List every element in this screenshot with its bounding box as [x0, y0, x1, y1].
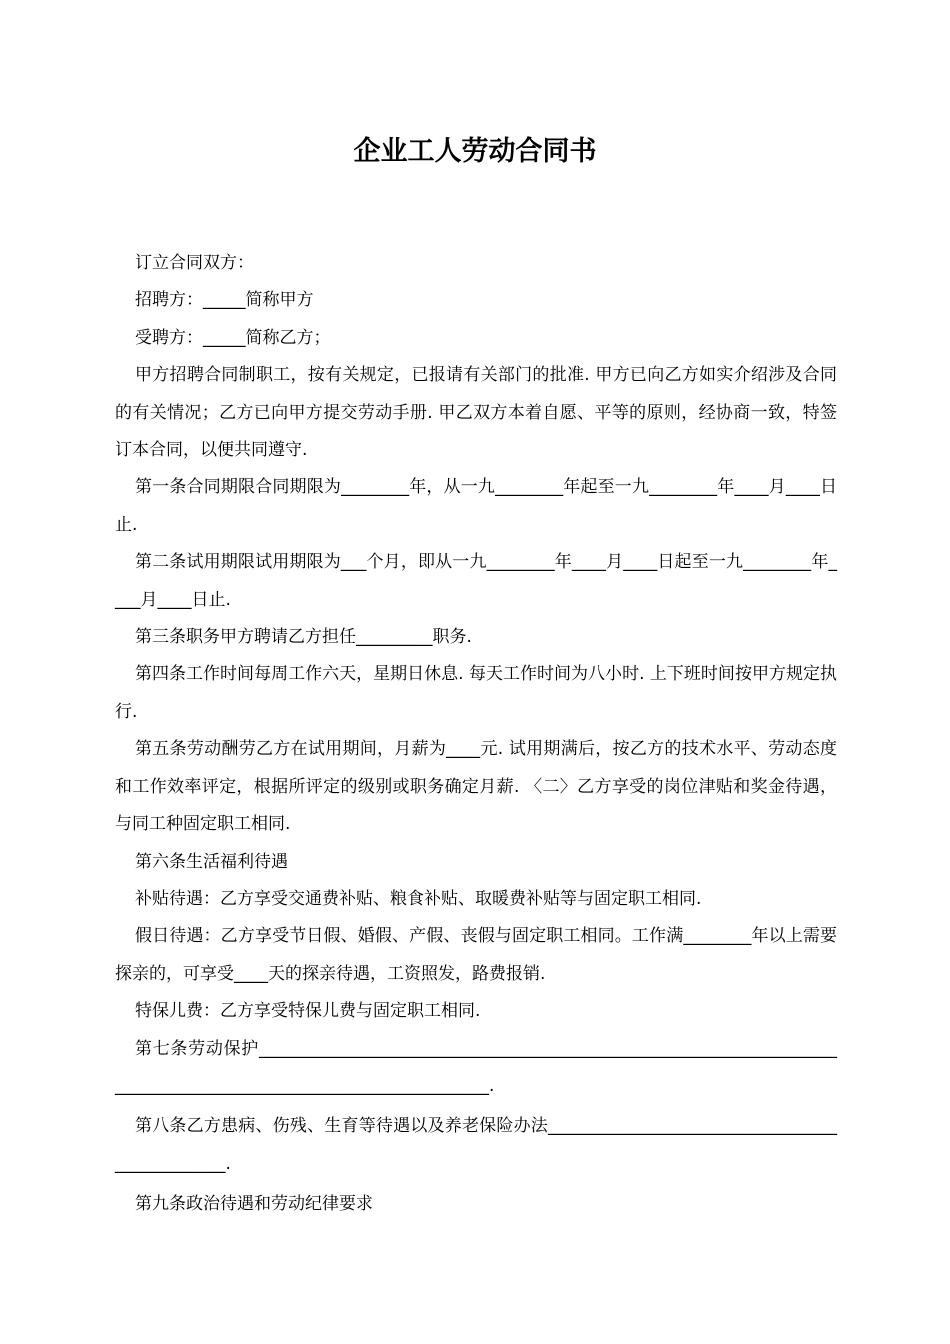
paragraph-holiday: 假日待遇：乙方享受节日假、婚假、产假、丧假与固定职工相同。工作满________年以上需要探亲的，可享受____天的探亲待遇，工资照发，路费报销.: [115, 926, 837, 984]
document-body: [115, 245, 837, 1224]
paragraph-child-allowance: 特保儿费：乙方享受特保儿费与固定职工相同.: [135, 1001, 481, 1022]
paragraph-article-8: 第八条乙方患病、伤残、生育等待遇以及养老保险办法_______________________________________________.: [115, 1116, 837, 1174]
paragraph-article-2: 第二条试用期限试用期限为___个月，即从一九________年____月____日起至一九________年____月____日止.: [115, 552, 837, 610]
paragraph-preamble: 甲方招聘合同制职工，按有关规定，已报请有关部门的批准. 甲方已向乙方如实介绍涉及合同的有关情况；乙方已向甲方提交劳动手册. 甲乙双方本着自愿、平等的原则，经协商一致，特签订本合同，以便共同遵守.: [115, 365, 837, 461]
paragraph-article-9: 第九条政治待遇和劳动纪律要求: [135, 1194, 373, 1215]
document-title: 企业工人劳动合同书: [353, 136, 597, 167]
paragraph-article-4: 第四条工作时间每周工作六天，星期日休息. 每天工作时间为八小时. 上下班时间按甲方规定执行.: [115, 664, 837, 722]
paragraph-parties-heading: 订立合同双方：: [135, 253, 254, 273]
paragraph-article-7: 第七条劳动保护________________________________________________________________________________________________________________.: [115, 1038, 837, 1096]
paragraph-employer: 招聘方：_____简称甲方: [135, 290, 314, 311]
paragraph-subsidy: 补贴待遇：乙方享受交通费补贴、粮食补贴、取暖费补贴等与固定职工相同.: [135, 888, 702, 909]
paragraph-article-5: 第五条劳动酬劳乙方在试用期间，月薪为____元. 试用期满后，按乙方的技术水平、劳动态度和工作效率评定，根据所评定的级别或职务确定月薪. 〈二〉乙方享受的岗位津贴和奖金待遇，与同工种固定职工相同.: [115, 739, 837, 835]
paragraph-article-3: 第三条职务甲方聘请乙方担任_________职务.: [135, 627, 472, 648]
paragraph-article-6: 第六条生活福利待遇: [135, 851, 288, 872]
paragraph-employee: 受聘方：_____简称乙方；: [135, 327, 331, 348]
paragraph-article-1: 第一条合同期限合同期限为________年，从一九________年起至一九________年____月____日止.: [115, 477, 837, 535]
